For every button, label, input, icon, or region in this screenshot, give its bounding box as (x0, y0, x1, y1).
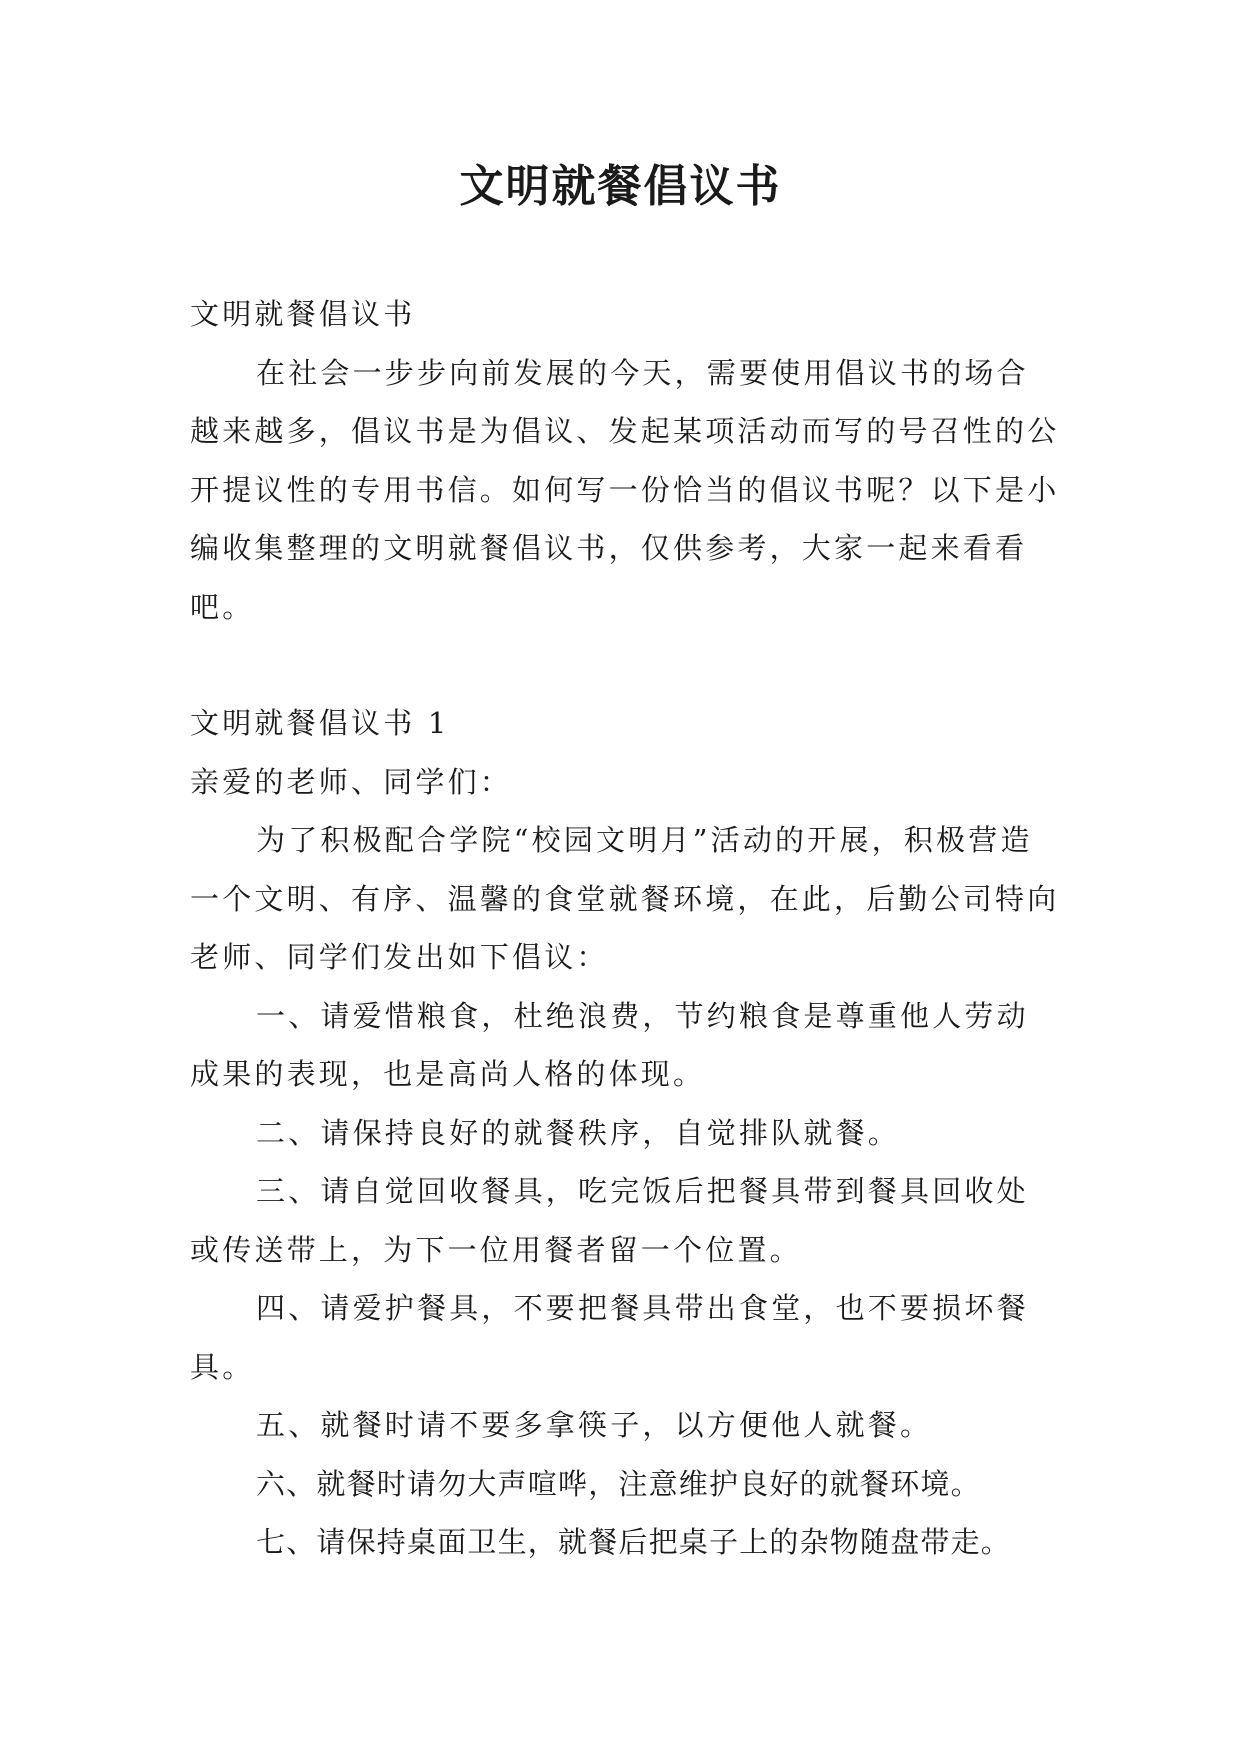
proposal-item-5: 五、就餐时请不要多拿筷子，以方便他人就餐。 (256, 1408, 933, 1442)
proposal-item-3: 三、请自觉回收餐具，吃完饭后把餐具带到餐具回收处或传送带上，为下一位用餐者留一个位置。 (190, 1174, 1029, 1267)
document-body (190, 285, 1060, 1572)
document-title: 文明就餐倡议书 (459, 161, 782, 212)
section-heading: 文明就餐倡议书 1 (190, 706, 450, 740)
proposal-item-2: 二、请保持良好的就餐秩序，自觉排队就餐。 (256, 1115, 901, 1150)
salutation: 亲爱的老师、同学们： (190, 764, 513, 799)
proposal-item-4: 四、请爱护餐具，不要把餐具带出食堂，也不要损坏餐具。 (190, 1291, 1029, 1384)
proposal-item-1: 一、请爱惜粮食，杜绝浪费，节约粮食是尊重他人劳动成果的表现，也是高尚人格的体现。 (190, 998, 1029, 1091)
proposal-item-6: 六、就餐时请勿大声喧哗，注意维护良好的就餐环境。 (256, 1466, 981, 1501)
body-paragraph: 为了积极配合学院“校园文明月”活动的开展，积极营造一个文明、有序、温馨的食堂就餐环境，在此，后勤公司特向老师、同学们发出如下倡议： (190, 823, 1060, 974)
intro-heading: 文明就餐倡议书 (190, 297, 416, 331)
proposal-item-7: 七、请保持桌面卫生，就餐后把桌子上的杂物随盘带走。 (256, 1525, 1012, 1559)
intro-paragraph: 在社会一步步向前发展的今天，需要使用倡议书的场合越来越多，倡议书是为倡议、发起某项活动而写的号召性的公开提议性的专用书信。如何写一份恰当的倡议书呢？以下是小编收集整理的文明就餐倡议书，仅供参考，大家一起来看看吧。 (190, 355, 1060, 624)
